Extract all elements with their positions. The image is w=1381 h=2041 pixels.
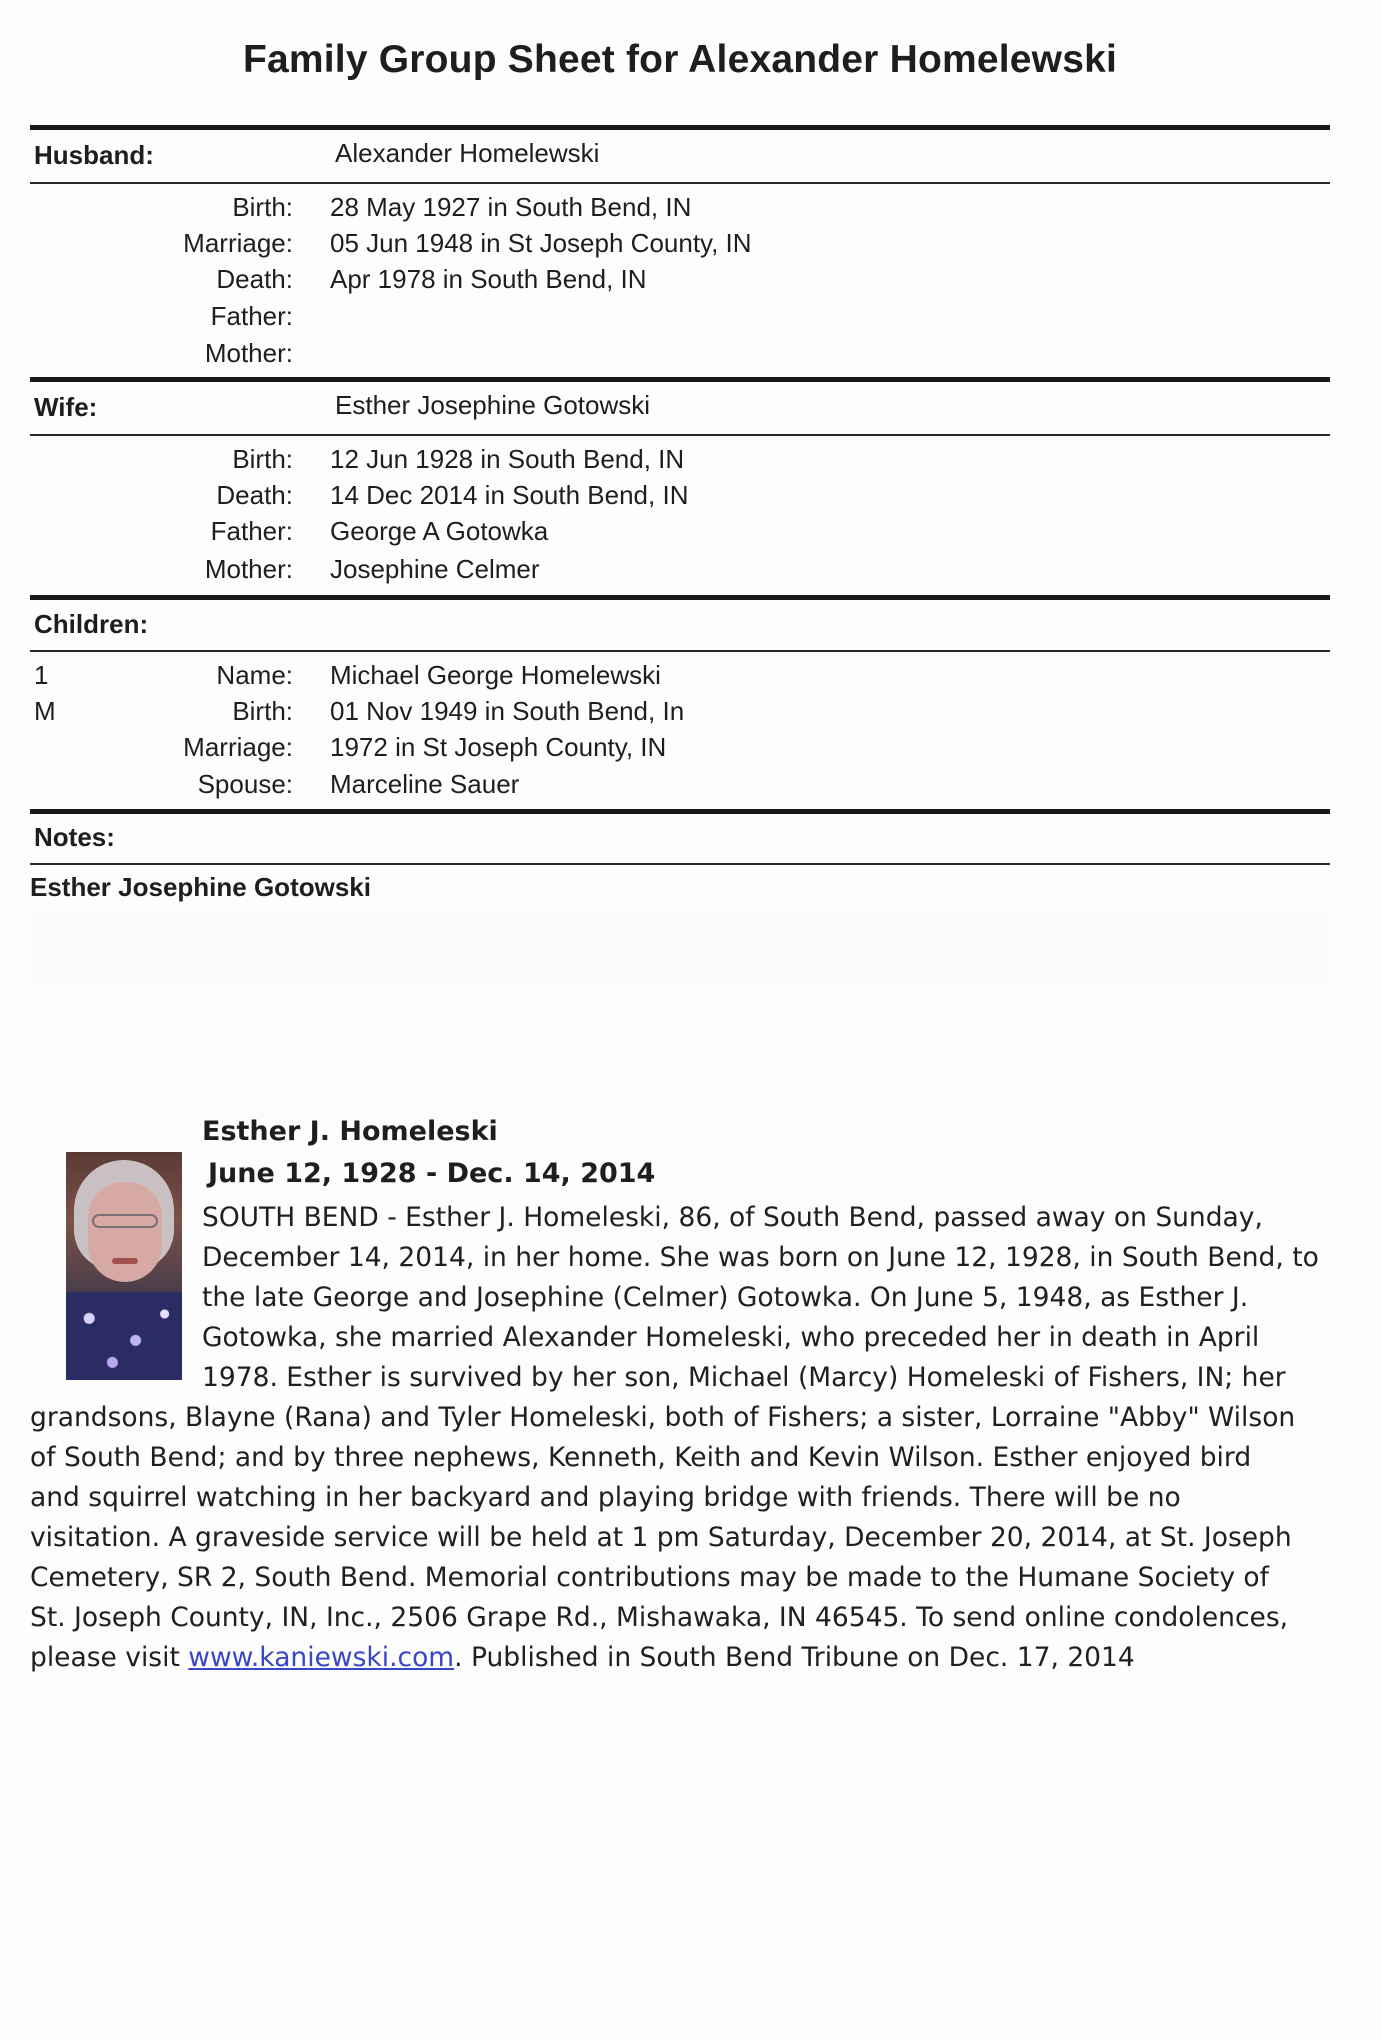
obituary-line: SOUTH BEND - Esther J. Homeleski, 86, of South Bend, passed away on Sunday, xyxy=(202,1202,1263,1233)
obituary-line: and squirrel watching in her backyard and playing bridge with friends. There will be no xyxy=(30,1482,1181,1513)
wife-name: Esther Josephine Gotowski xyxy=(335,390,651,420)
fact-label: Father: xyxy=(210,301,293,331)
fact-value: 12 Jun 1928 in South Bend, IN xyxy=(330,444,685,474)
husband-label: Husband: xyxy=(34,140,154,170)
obituary-line: of South Bend; and by three nephews, Kenneth, Keith and Kevin Wilson. Esther enjoyed bird xyxy=(30,1442,1252,1473)
fact-label: Marriage: xyxy=(183,228,293,258)
fact-label: Death: xyxy=(216,264,293,294)
fact-value: 1972 in St Joseph County, IN xyxy=(330,732,667,762)
fact-value: Apr 1978 in South Bend, IN xyxy=(330,264,647,294)
obituary-line: Cemetery, SR 2, South Bend. Memorial contributions may be made to the Humane Society of xyxy=(30,1562,1269,1593)
fact-value: Marceline Sauer xyxy=(330,769,520,799)
fact-label: Mother: xyxy=(204,554,293,584)
obituary-line: Gotowka, she married Alexander Homeleski, who preceded her in death in April xyxy=(202,1322,1260,1353)
wife-death-row xyxy=(0,480,1381,516)
husband-birth-row xyxy=(0,192,1381,228)
fact-value: 28 May 1927 in South Bend, IN xyxy=(330,192,692,222)
fact-value: Michael George Homelewski xyxy=(330,660,661,690)
page-title: Family Group Sheet for Alexander Homelewski xyxy=(242,38,1118,81)
fact-label: Birth: xyxy=(232,444,293,474)
fact-label: Spouse: xyxy=(197,769,293,799)
obituary-last-line xyxy=(30,1638,1340,1678)
obituary-name: Esther J. Homeleski xyxy=(202,1116,498,1147)
child-number: 1 xyxy=(34,660,49,690)
child-marriage-row xyxy=(0,732,1381,768)
husband-name: Alexander Homelewski xyxy=(335,138,600,168)
obituary-link-prefix: please visit xyxy=(30,1642,189,1673)
fact-value: George A Gotowka xyxy=(330,516,549,546)
fact-label: Mother: xyxy=(204,338,293,368)
wife-label: Wife: xyxy=(34,392,98,422)
obituary-dates: June 12, 1928 - Dec. 14, 2014 xyxy=(208,1158,656,1189)
notes-label: Notes: xyxy=(34,822,115,852)
fact-label: Name: xyxy=(216,660,293,690)
child-name-row xyxy=(0,660,1381,696)
section-underline xyxy=(30,650,1330,652)
obituary-line: the late George and Josephine (Celmer) Gotowka. On June 5, 1948, as Esther J. xyxy=(202,1282,1249,1313)
husband-death-row xyxy=(0,264,1381,300)
husband-marriage-row xyxy=(0,228,1381,264)
fact-label: Marriage: xyxy=(183,732,293,762)
obituary-link-suffix: . Published in South Bend Tribune on Dec. 17, 2014 xyxy=(454,1642,1135,1673)
section-divider xyxy=(30,809,1330,814)
wife-father-row xyxy=(0,516,1381,552)
husband-father-row xyxy=(0,301,1381,337)
child-sex: M xyxy=(34,696,56,726)
children-label: Children: xyxy=(34,609,149,639)
obituary-line: visitation. A graveside service will be held at 1 pm Saturday, December 20, 2014, at St. Joseph xyxy=(30,1522,1292,1553)
fact-value: Josephine Celmer xyxy=(330,554,540,584)
husband-mother-row xyxy=(0,338,1381,374)
section-underline xyxy=(30,434,1330,436)
kaniewski-link[interactable]: www.kaniewski.com xyxy=(188,1642,455,1673)
section-divider xyxy=(30,377,1330,382)
bleed-through-texture xyxy=(30,910,1330,1130)
fact-label: Birth: xyxy=(232,696,293,726)
section-underline xyxy=(30,182,1330,184)
fact-label: Birth: xyxy=(232,192,293,222)
fact-label: Death: xyxy=(216,480,293,510)
wife-birth-row xyxy=(0,444,1381,480)
fact-value: 05 Jun 1948 in St Joseph County, IN xyxy=(330,228,752,258)
obituary-line: 1978. Esther is survived by her son, Michael (Marcy) Homeleski of Fishers, IN; her xyxy=(202,1362,1286,1393)
child-spouse-row xyxy=(0,769,1381,805)
section-divider xyxy=(30,595,1330,600)
obituary-body xyxy=(30,1198,1340,1678)
obituary-line: St. Joseph County, IN, Inc., 2506 Grape Rd., Mishawaka, IN 46545. To send online condolences, xyxy=(30,1602,1289,1633)
child-birth-row xyxy=(0,696,1381,732)
fact-label: Father: xyxy=(210,516,293,546)
notes-subject: Esther Josephine Gotowski xyxy=(30,872,371,902)
section-underline xyxy=(30,863,1330,865)
fact-value: 01 Nov 1949 in South Bend, In xyxy=(330,696,685,726)
fact-value: 14 Dec 2014 in South Bend, IN xyxy=(330,480,689,510)
wife-mother-row xyxy=(0,554,1381,590)
obituary-line: December 14, 2014, in her home. She was born on June 12, 1928, in South Bend, to xyxy=(202,1242,1319,1273)
obituary-line: grandsons, Blayne (Rana) and Tyler Homeleski, both of Fishers; a sister, Lorraine "Abby" Wilson xyxy=(30,1402,1296,1433)
section-divider xyxy=(30,125,1330,130)
